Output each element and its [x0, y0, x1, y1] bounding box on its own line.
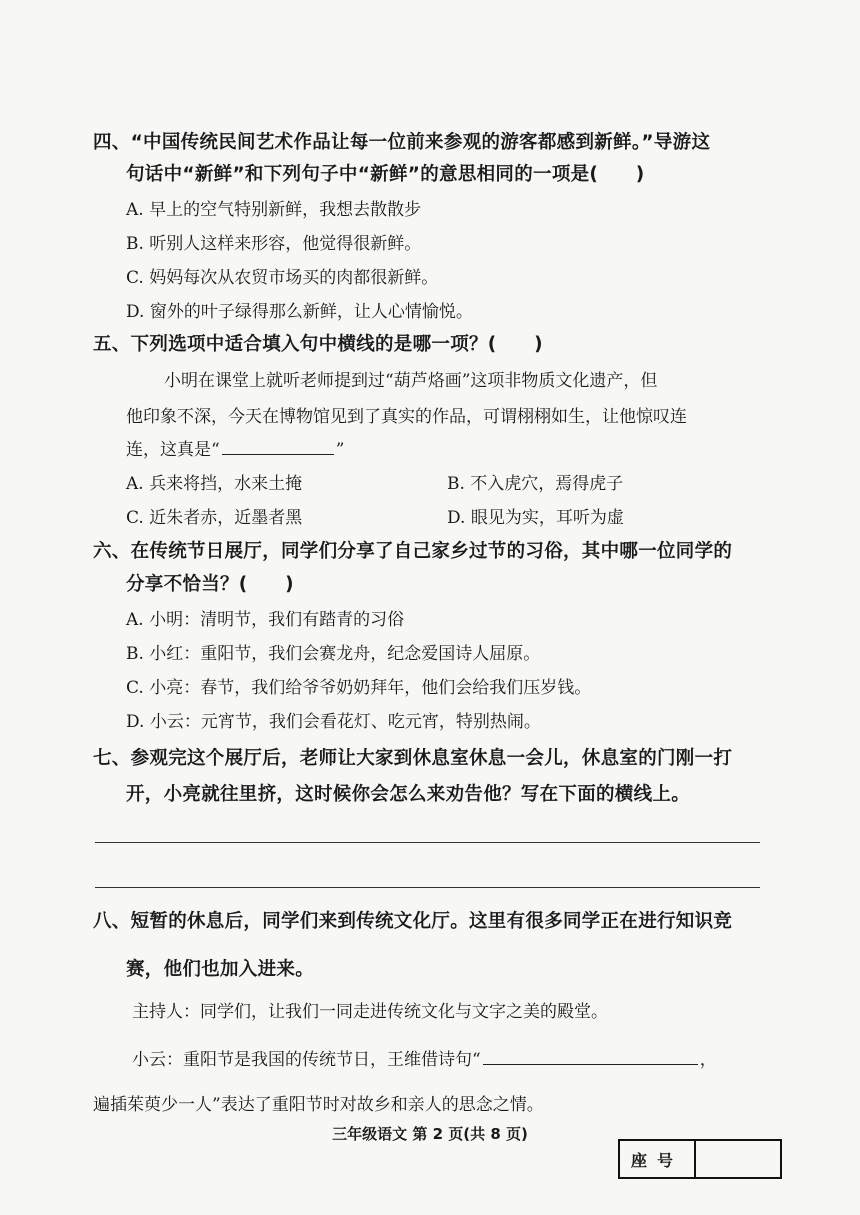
q8-host-line: 主持人：同学们，让我们一同走进传统文化与文字之美的殿堂。 — [132, 1002, 608, 1022]
q5-option-c[interactable]: C. 近朱者赤，近墨者黑 — [126, 508, 303, 528]
seat-number-field[interactable] — [696, 1141, 780, 1177]
q6-option-c[interactable]: C. 小亮：春节，我们给爷爷奶奶拜年，他们会给我们压岁钱。 — [126, 678, 592, 698]
q8-xiaoyun-line — [132, 1043, 782, 1077]
q7-answer-line-2[interactable] — [95, 887, 760, 888]
seat-number-box — [618, 1139, 782, 1179]
q6-option-a[interactable]: A. 小明：清明节，我们有踏青的习俗 — [126, 610, 405, 630]
q5-answer-blank[interactable] — [222, 438, 334, 455]
q8-title-line2: 赛，他们也加入进来。 — [126, 959, 315, 980]
q8-poem-blank[interactable] — [483, 1048, 698, 1065]
q4-option-d[interactable]: D. 窗外的叶子绿得那么新鲜，让人心情愉悦。 — [126, 302, 473, 322]
q7-title-line1: 七、参观完这个展厅后，老师让大家到休息室休息一会儿，休息室的门刚一打 — [93, 748, 733, 769]
q5-title: 五、下列选项中适合填入句中横线的是哪一项？( ) — [93, 334, 543, 355]
q7-answer-line-1[interactable] — [95, 842, 760, 843]
page-number: 三年级语文 第 2 页(共 8 页) — [332, 1125, 528, 1143]
q5-passage-line3 — [126, 433, 766, 467]
q5-passage-line2: 他印象不深，今天在博物馆见到了真实的作品，可谓栩栩如生，让他惊叹连 — [126, 407, 687, 427]
q4-title-line1: 四、“中国传统民间艺术作品让每一位前来参观的游客都感到新鲜。”导游这 — [93, 132, 711, 153]
q8-xiaoyun-pre: 小云：重阳节是我国的传统节日，王维借诗句“ — [132, 1050, 481, 1070]
q4-option-c[interactable]: C. 妈妈每次从农贸市场买的肉都很新鲜。 — [126, 268, 439, 288]
q6-title-line2: 分享不恰当？( ) — [126, 574, 294, 595]
q8-continuation: 遍插茱萸少一人”表达了重阳节时对故乡和亲人的思念之情。 — [93, 1095, 544, 1115]
q5-option-d[interactable]: D. 眼见为实，耳听为虚 — [447, 508, 624, 528]
q8-title-line1: 八、短暂的休息后，同学们来到传统文化厅。这里有很多同学正在进行知识竞 — [93, 911, 733, 932]
q5-passage-line1: 小明在课堂上就听老师提到过“葫芦烙画”这项非物质文化遗产，但 — [164, 371, 658, 391]
q4-option-b[interactable]: B. 听别人这样来形容，他觉得很新鲜。 — [126, 234, 422, 254]
q6-title-line1: 六、在传统节日展厅，同学们分享了自己家乡过节的习俗，其中哪一位同学的 — [93, 541, 733, 562]
q4-option-a[interactable]: A. 早上的空气特别新鲜，我想去散散步 — [126, 200, 422, 220]
q5-passage-line3-pre: 连，这真是“ — [126, 440, 220, 460]
q8-xiaoyun-post: ， — [699, 1050, 717, 1070]
q6-option-d[interactable]: D. 小云：元宵节，我们会看花灯、吃元宵，特别热闹。 — [126, 712, 541, 732]
seat-label: 座号 — [620, 1141, 696, 1177]
q4-title-line2: 句话中“新鲜”和下列句子中“新鲜”的意思相同的一项是( ) — [126, 164, 645, 185]
q6-option-b[interactable]: B. 小红：重阳节，我们会赛龙舟，纪念爱国诗人屈原。 — [126, 644, 541, 664]
q5-option-b[interactable]: B. 不入虎穴，焉得虎子 — [447, 474, 624, 494]
q5-option-a[interactable]: A. 兵来将挡，水来土掩 — [126, 474, 303, 494]
q5-passage-line3-post: ” — [335, 440, 345, 460]
q7-title-line2: 开，小亮就往里挤，这时候你会怎么来劝告他？写在下面的横线上。 — [126, 784, 691, 805]
